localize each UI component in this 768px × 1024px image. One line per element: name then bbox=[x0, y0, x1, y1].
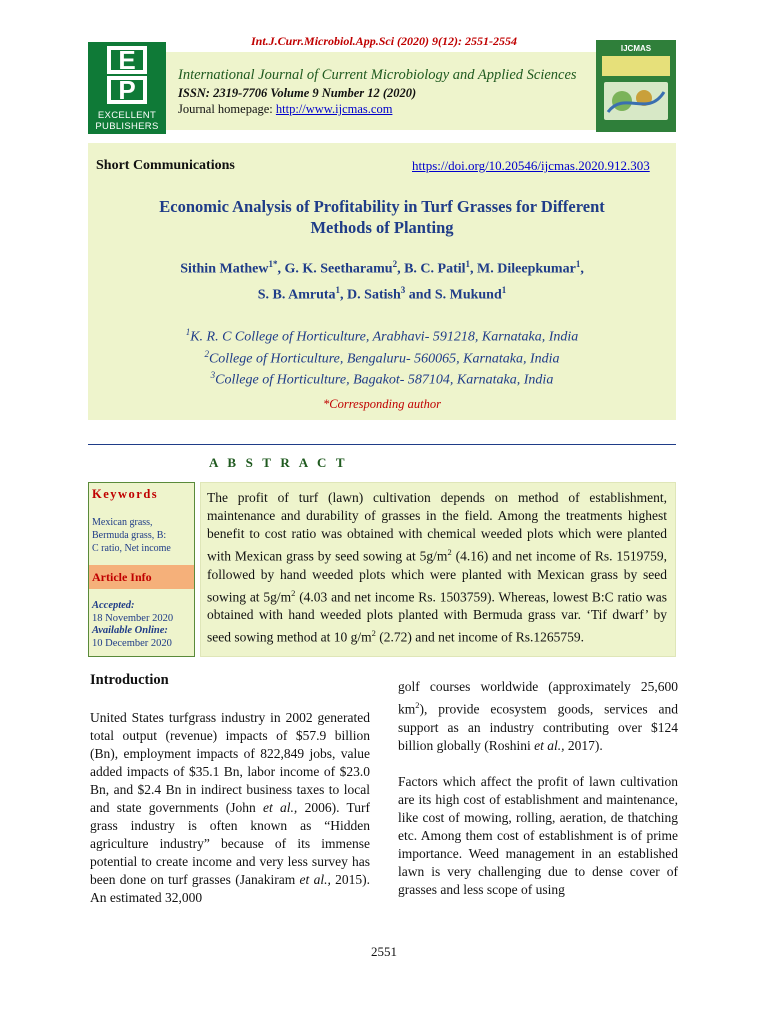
affiliation-text: College of Horticulture, Bengaluru- 560065, Karnataka, India bbox=[208, 351, 560, 367]
keyword-item: C ratio, Net income bbox=[92, 543, 171, 554]
author-separator: , bbox=[277, 261, 285, 277]
author-name: S. B. Amruta bbox=[257, 287, 336, 303]
publisher-logo bbox=[88, 42, 166, 134]
cover-band bbox=[602, 56, 670, 76]
author-affiliation-mark: 2 bbox=[392, 259, 398, 269]
abstract-segment: The profit of turf (lawn) cultivation depends on method of establishment, maintenance and durability of grasses in the field. Among the treatments highest benefit to cost ratio was obtained with chemical weeded plots which were planted with Mexican grass by seed sowing at 5g/m bbox=[207, 490, 667, 564]
journal-name: International Journal of Current Microbiology and Applied Sciences bbox=[178, 67, 577, 83]
author-separator: and bbox=[405, 287, 435, 303]
author-separator: , bbox=[470, 261, 478, 277]
author-separator: , bbox=[580, 261, 584, 277]
author-name: B. C. Patil bbox=[404, 261, 466, 277]
author-name: S. Mukund bbox=[434, 287, 502, 303]
body-paragraph bbox=[398, 678, 678, 755]
affiliation-number: 2 bbox=[204, 348, 209, 359]
logo-letter-p: P bbox=[107, 76, 147, 104]
body-text: United States turfgrass industry in 2002 generated total output (revenue) impacts of $57.9 billion (Bn), employment impacts of 822,849 jobs, value added impacts of $35.1 Bn, labor income of $23.0 Bn, and $2.4 Bn in indirect business taxes to local and state governments (John bbox=[90, 710, 370, 815]
body-column-right bbox=[398, 678, 678, 899]
author-name: G. K. Seetharamu bbox=[284, 261, 393, 277]
author-separator: , bbox=[397, 261, 405, 277]
author-name: M. Dileepkumar bbox=[477, 261, 576, 277]
doi-link[interactable]: https://doi.org/10.20546/ijcmas.2020.912.303 bbox=[412, 158, 650, 173]
affiliation-text: College of Horticulture, Bagakot- 587104, Karnataka, India bbox=[215, 372, 554, 388]
cover-title: IJCMAS bbox=[620, 44, 652, 53]
introduction-heading: Introduction bbox=[90, 672, 169, 688]
body-text: 2017). bbox=[564, 737, 603, 753]
section-divider bbox=[88, 444, 676, 445]
affiliation-number: 1 bbox=[185, 327, 191, 337]
article-dates bbox=[92, 600, 192, 650]
corresponding-author-note: *Corresponding author bbox=[323, 397, 441, 411]
author-affiliation-mark: 1 bbox=[575, 259, 581, 269]
article-title-line-1: Economic Analysis of Profitability in Turf Grasses for Different bbox=[159, 197, 605, 216]
logo-text-publishers: PUBLISHERS bbox=[95, 121, 159, 132]
abstract-segment: (4.03 and net income Rs. 1503759). Whereas, lowest B:C ratio was obtained with hand weeded plots planted with Bermuda grass var. ‘Tif dwarf’ by seed sowing method at 10 g/m bbox=[207, 589, 667, 645]
keywords-list bbox=[92, 516, 192, 555]
abstract-superscript: 2 bbox=[371, 628, 376, 638]
homepage-label: Journal homepage: bbox=[178, 102, 276, 116]
journal-homepage bbox=[178, 102, 392, 117]
affiliation bbox=[88, 324, 676, 346]
keyword-item: Bermuda grass, B: bbox=[92, 530, 167, 541]
author-affiliation-mark: 3 bbox=[400, 284, 406, 295]
author-affiliation-mark: 1 bbox=[501, 284, 507, 295]
body-text: 2006). Turf grass industry is often known as “Hidden agriculture industry” because of its immense potential to create income and very less survey has been done on turf grasses (Janakiram bbox=[90, 800, 370, 887]
author-affiliation-mark: 1* bbox=[268, 259, 278, 269]
keywords-heading: Keywords bbox=[92, 487, 159, 501]
abstract-heading: A B S T R A C T bbox=[209, 455, 348, 470]
affiliation-text: K. R. C College of Horticulture, Arabhavi- 591218, Karnataka, India bbox=[190, 329, 579, 345]
affiliation bbox=[88, 367, 676, 389]
journal-cover-image bbox=[596, 40, 676, 132]
body-column-left bbox=[90, 709, 370, 907]
abstract-text bbox=[207, 489, 667, 647]
online-date: 10 December 2020 bbox=[92, 637, 172, 649]
body-paragraph bbox=[90, 709, 370, 907]
body-superscript: 2 bbox=[415, 700, 420, 710]
page-number: 2551 bbox=[371, 944, 397, 959]
journal-citation: Int.J.Curr.Microbiol.App.Sci (2020) 9(12): 2551-2554 bbox=[250, 34, 517, 48]
online-label: Available Online: bbox=[92, 625, 168, 636]
body-paragraph: Factors which affect the profit of lawn cultivation are its high cost of establishment and maintenance, like cost of mowing, rolling, aeration, de thatching etc. Among them cost of establishment is of prime importance. Weed management in an established lawn is very challenging due to dense cover of grasses and less scope of using bbox=[398, 773, 678, 897]
abstract-superscript: 2 bbox=[447, 547, 452, 557]
logo-letter-e: E bbox=[107, 46, 147, 74]
affiliation bbox=[88, 346, 676, 368]
affiliation-list bbox=[88, 324, 676, 389]
author-list bbox=[88, 254, 676, 305]
body-text: golf courses worldwide (approximately 25,600 km bbox=[398, 679, 678, 717]
affiliation-number: 3 bbox=[210, 370, 216, 381]
body-text: 2015). An estimated 32,000 bbox=[90, 872, 371, 905]
body-text: ), provide ecosystem goods, services and support as an industry contributing over $124 billion globally (Roshini bbox=[398, 701, 678, 753]
issn-line: ISSN: 2319-7706 Volume 9 Number 12 (2020) bbox=[178, 86, 417, 100]
author-name: D. Satish bbox=[347, 287, 401, 303]
article-info-heading: Article Info bbox=[92, 570, 152, 584]
article-title bbox=[88, 196, 676, 238]
author-separator: , bbox=[340, 287, 348, 303]
abstract-superscript: 2 bbox=[291, 587, 296, 598]
accepted-date: 18 November 2020 bbox=[92, 612, 174, 624]
author-affiliation-mark: 1 bbox=[335, 284, 341, 295]
cover-artwork bbox=[604, 82, 668, 120]
homepage-link[interactable]: http://www.ijcmas.com bbox=[275, 102, 393, 116]
citation-etal: et al., bbox=[534, 737, 565, 753]
abstract-segment: (4.16) and net income of Rs. 1519759, followed by hand weeded plots which were planted with Mexican grass by seed sowing at 5g/m bbox=[207, 548, 667, 604]
keyword-item: Mexican grass, bbox=[92, 517, 153, 528]
section-type: Short Communications bbox=[96, 158, 235, 173]
citation-etal: et al., bbox=[263, 800, 298, 815]
abstract-segment: (2.72) and net income of Rs.1265759. bbox=[375, 629, 584, 645]
logo-text-excellent: EXCELLENT bbox=[97, 110, 157, 121]
article-title-line-2: Methods of Planting bbox=[310, 218, 454, 237]
author-affiliation-mark: 1 bbox=[465, 259, 471, 269]
author-name: Sithin Mathew bbox=[180, 261, 269, 277]
accepted-label: Accepted: bbox=[92, 600, 135, 611]
citation-etal: et al., bbox=[299, 872, 331, 887]
